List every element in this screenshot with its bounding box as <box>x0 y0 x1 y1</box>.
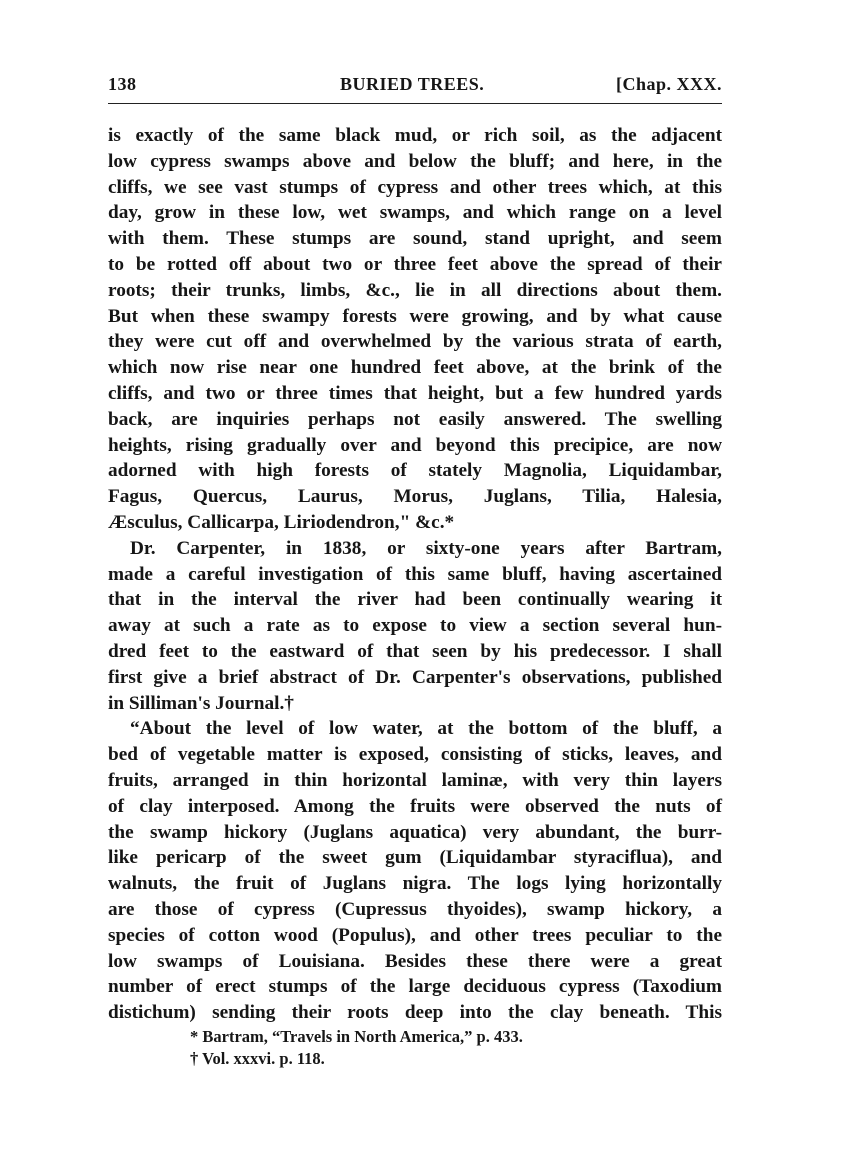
text-line: with them. These stumps are sound, stand upright, and seem <box>108 228 722 250</box>
text-line: adorned with high forests of stately Magnolia, Liquidambar, <box>108 460 722 482</box>
text-line: to be rotted off about two or three feet above the spread of their <box>108 253 722 275</box>
text-line: in Silliman's Journal.† <box>108 692 294 714</box>
text-line: cliffs, we see vast stumps of cypress and other trees which, at this <box>108 176 722 198</box>
text-line: they were cut off and overwhelmed by the various strata of earth, <box>108 331 722 353</box>
text-line: cliffs, and two or three times that height, but a few hundred yards <box>108 382 722 404</box>
header-rule <box>108 103 722 104</box>
page-header <box>108 74 722 100</box>
text-line: are those of cypress (Cupressus thyoides), swamp hickory, a <box>108 898 722 920</box>
text-line: the swamp hickory (Juglans aquatica) very abundant, the burr- <box>108 821 722 843</box>
text-line: first give a brief abstract of Dr. Carpenter's observations, published <box>108 666 722 688</box>
page-number: 138 <box>108 74 137 94</box>
text-line: away at such a rate as to expose to view a section several hun- <box>108 615 722 637</box>
text-line: low swamps of Louisiana. Besides these there were a great <box>108 950 722 972</box>
text-line: heights, rising gradually over and beyond this precipice, are now <box>108 434 722 456</box>
text-line: made a careful investigation of this same bluff, having ascertained <box>108 563 722 585</box>
text-line: walnuts, the fruit of Juglans nigra. The logs lying horizontally <box>108 873 722 895</box>
text-line: species of cotton wood (Populus), and other trees peculiar to the <box>108 924 722 946</box>
text-line: bed of vegetable matter is exposed, consisting of sticks, leaves, and <box>108 744 722 766</box>
text-line: number of erect stumps of the large deciduous cypress (Taxodium <box>108 976 722 998</box>
text-line: that in the interval the river had been continually wearing it <box>108 589 722 611</box>
text-line: Dr. Carpenter, in 1838, or sixty-one years after Bartram, <box>130 537 722 559</box>
text-line: fruits, arranged in thin horizontal laminæ, with very thin layers <box>108 769 722 791</box>
text-line: low cypress swamps above and below the bluff; and here, in the <box>108 150 722 172</box>
text-line: distichum) sending their roots deep into the clay beneath. This <box>108 1002 722 1024</box>
text-line: is exactly of the same black mud, or rich soil, as the adjacent <box>108 125 722 146</box>
body-text <box>108 123 722 1026</box>
text-line: dred feet to the eastward of that seen by his predecessor. I shall <box>108 640 722 662</box>
text-line: back, are inquiries perhaps not easily answered. The swelling <box>108 408 722 430</box>
chapter-label: [Chap. XXX. <box>615 74 722 94</box>
footnotes <box>190 1026 690 1070</box>
text-line: roots; their trunks, limbs, &c., lie in all directions about them. <box>108 279 722 301</box>
text-line: like pericarp of the sweet gum (Liquidambar styraciflua), and <box>108 847 722 869</box>
text-line: But when these swampy forests were growing, and by what cause <box>108 305 722 327</box>
footnote: † Vol. xxxvi. p. 118. <box>190 1049 325 1068</box>
text-line: Fagus, Quercus, Laurus, Morus, Juglans, Tilia, Halesia, <box>108 486 722 508</box>
text-line: of clay interposed. Among the fruits were observed the nuts of <box>108 795 722 817</box>
text-line: “About the level of low water, at the bottom of the bluff, a <box>130 718 722 740</box>
text-line: Æsculus, Callicarpa, Liriodendron," &c.* <box>108 511 455 533</box>
footnote: * Bartram, “Travels in North America,” p. 433. <box>190 1027 523 1046</box>
text-line: which now rise near one hundred feet above, at the brink of the <box>108 357 722 379</box>
text-line: day, grow in these low, wet swamps, and which range on a level <box>108 202 722 224</box>
running-title: BURIED TREES. <box>340 74 485 94</box>
